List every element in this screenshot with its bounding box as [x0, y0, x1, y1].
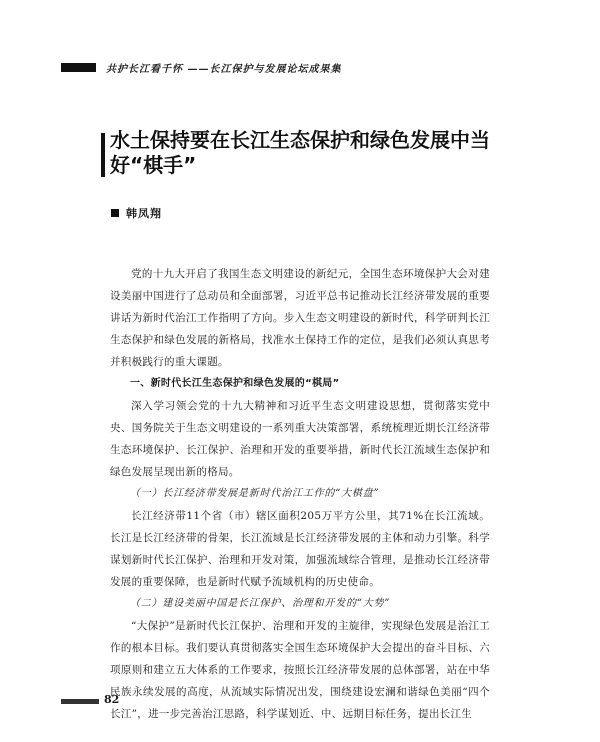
author-marker [111, 209, 119, 217]
article-title: 水土保持要在长江生态保护和绿色发展中当好“棋手” [110, 128, 490, 177]
running-header: 共护长江看千怀 ——长江保护与发展论坛成果集 [106, 64, 342, 75]
body-paragraph: 长江经济带11个省（市）辖区面积205万平方公里，其71%在长江流域。长江是长江经济带的骨架，长江流域是长江经济带发展的主体和动力引擎。科学谋划新时代长江保护、治理和开发对策，加强流域综合管理，是推动长江经济带发展的重要保障，也是新时代赋予流域机构的历史使命。 [110, 510, 490, 588]
body-paragraph: 深入学习领会党的十九大精神和习近平生态文明建设思想，贯彻落实党中央、国务院关于生态文明建设的一系列重大决策部署，系统梳理近期长江经济带生态环境保护、长江保护、治理和开发的重要举措，新时代长江流域生态保护和绿色发展呈现出新的格局。 [110, 400, 490, 478]
header-bar [61, 63, 96, 72]
folio-bar [61, 699, 99, 704]
body-paragraph: “大保护”是新时代长江保护、治理和开发的主旋律，实现绿色发展是治江工作的根本目标。我们要认真贯彻落实全国生态环境保护大会提出的奋斗目标、六项原则和建立五大体系的工作要求，按照长江经济带发展的总体部署，站在中华民族永续发展的高度，从流域实际情况出发，围绕建设宏澜和谐绿色美丽“四个长江”，进一步完善治江思路，科学谋划近、中、远期目标任务，提出长江生 [110, 620, 490, 720]
body-paragraph: 党的十九大开启了我国生态文明建设的新纪元，全国生态环境保护大会对建设美丽中国进行了总动员和全面部署，习近平总书记推动长江经济带发展的重要讲话为新时代治江工作指明了方向。步入生态文明建设的新时代，科学研判长江生态保护和绿色发展的新格局，找准水土保持工作的定位，是我们必须认真思考并积极践行的重大课题。 [110, 268, 490, 368]
page-number: 82 [104, 693, 120, 706]
article-body [110, 263, 490, 725]
author-name: 韩凤翔 [126, 207, 162, 220]
subsection-heading: （二）建设美丽中国是长江保护、治理和开发的“大势” [130, 598, 391, 609]
section-heading: 一、新时代长江生态保护和绿色发展的“棋局” [130, 378, 340, 389]
subsection-heading: （一）长江经济带发展是新时代治江工作的“大棋盘” [130, 488, 380, 499]
title-rule [101, 133, 105, 177]
